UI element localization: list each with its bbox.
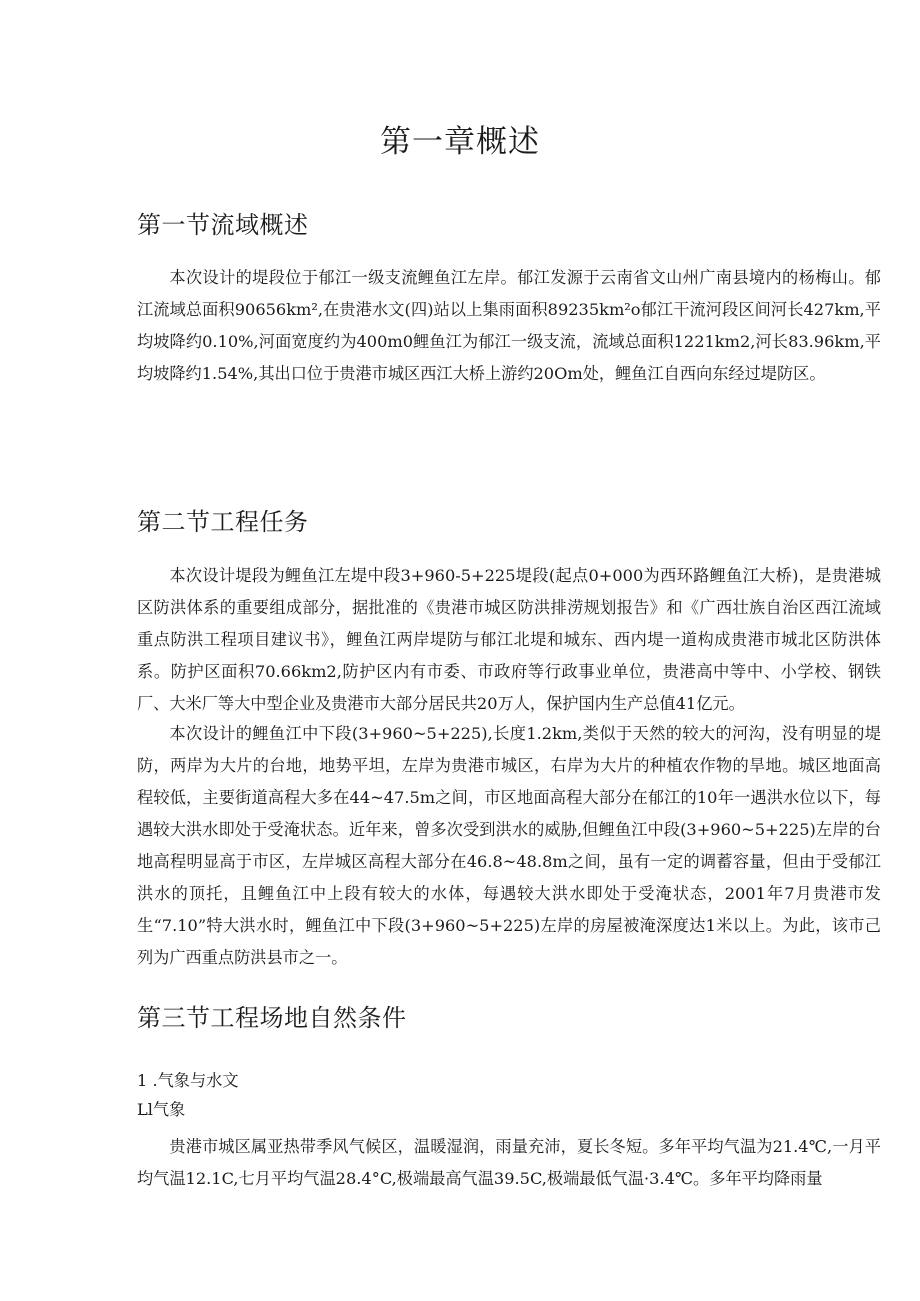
paragraph: 本次设计的鲤鱼江中下段(3+960~5+225),长度1.2km,类似于天然的较大的河沟，没有明显的堤防，两岸为大片的台地，地势平坦，左岸为贵港市城区，右岸为大片的种植农作物的旱地。城区地面高程较低，主要街道高程大多在44~47.5m之间，市区地面高程大部分在郁江的10年一遇洪水位以下，每遇较大洪水即处于受淹状态。近年来，曾多次受到洪水的威胁,但鲤鱼江中段(3+960~5+225)左岸的台地高程明显高于市区，左岸城区高程大部分在46.8~48.8m之间，虽有一定的调蓄容量，但由于受郁江洪水的顶托，且鲤鱼江中上段有较大的水体，每遇较大洪水即处于受淹状态，2001年7月贵港市发生“7.10”特大洪水时，鲤鱼江中下段(3+960~5+225)左岸的房屋被淹深度达1米以上。为此，该市己列为广西重点防洪县市之一。 — [137, 724, 881, 967]
subheading: Ll气象 — [137, 1100, 186, 1119]
chapter-title: 第一章概述 — [380, 124, 540, 160]
section-title-2: 第二节工程任务 — [137, 508, 309, 536]
section-title-1: 第一节流域概述 — [137, 211, 309, 239]
subheading: 1 .气象与水文 — [137, 1071, 239, 1090]
paragraph: 本次设计的堤段位于郁江一级支流鲤鱼江左岸。郁江发源于云南省文山州广南县境内的杨梅山。郁江流域总面积90656km²,在贵港水文(四)站以上集雨面积89235km²o郁江干流河段区间河长427km,平均坡降约0.10%,河面宽度约为400m0鲤鱼江为郁江一级支流，流域总面积1221km2,河长83.96km,平均坡降约1.54%,其出口位于贵港市城区西江大桥上游约20Om处，鲤鱼江自西向东经过堤防区。 — [137, 268, 881, 383]
section-title-3: 第三节工程场地自然条件 — [137, 1004, 407, 1032]
paragraph: 本次设计堤段为鲤鱼江左堤中段3+960-5+225堤段(起点0+000为西环路鲤鱼江大桥)，是贵港城区防洪体系的重要组成部分，据批准的《贵港市城区防洪排涝规划报告》和《广西壮族自治区西江流域重点防洪工程项目建议书》，鲤鱼江两岸堤防与郁江北堤和城东、西内堤一道构成贵港市城北区防洪体系。防护区面积70.66km2,防护区内有市委、市政府等行政事业单位，贵港高中等中、小学校、钢铁厂、大米厂等大中型企业及贵港市大部分居民共20万人，保护国内生产总值41亿元。 — [137, 566, 881, 713]
paragraph: 贵港市城区属亚热带季风气候区，温暖湿润，雨量充沛，夏长冬短。多年平均气温为21.4℃,一月平均气温12.1C,七月平均气温28.4°C,极端最高气温39.5C,极端最低气温·3.4℃。多年平均降雨量 — [137, 1137, 881, 1188]
